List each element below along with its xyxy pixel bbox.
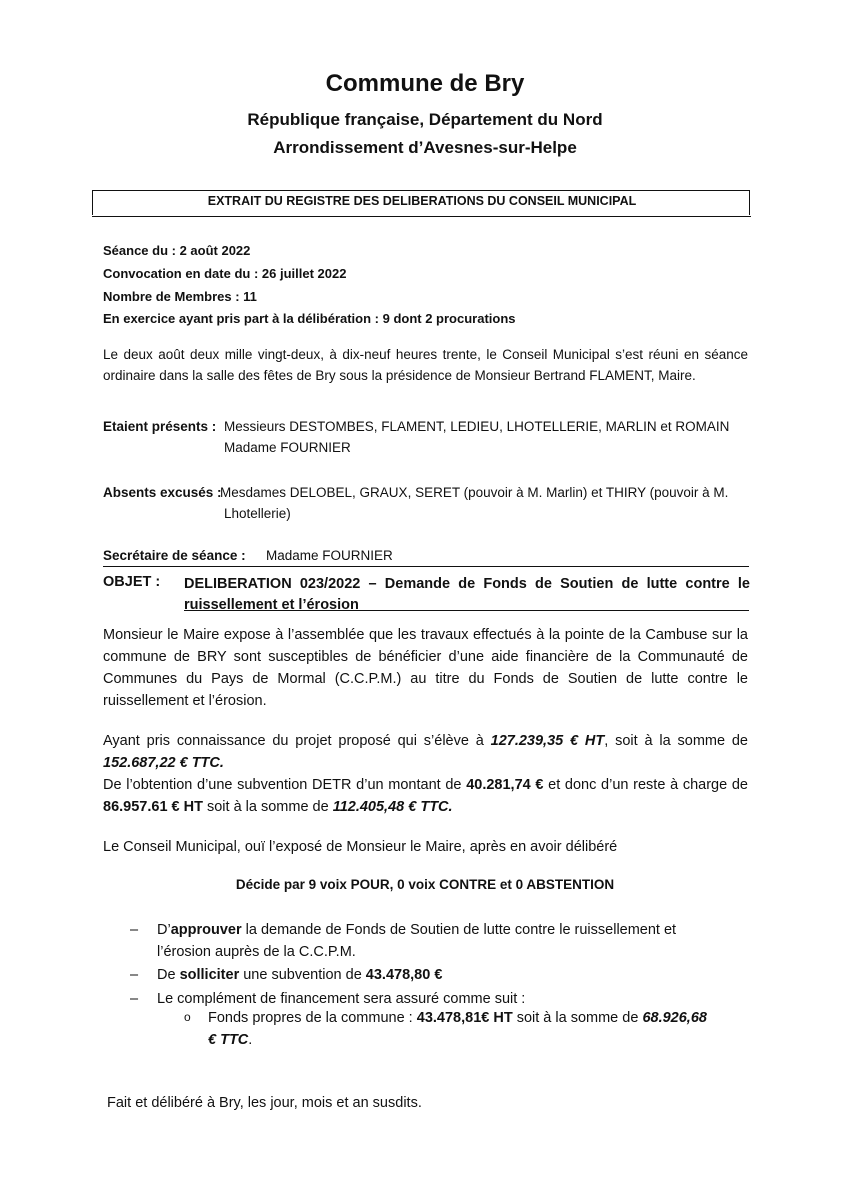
- text-run: De: [157, 967, 180, 983]
- own-funds-ttc-unit: € TTC: [208, 1032, 249, 1048]
- participants: En exercice ayant pris part à la délibération : 9 dont 2 procurations: [103, 311, 516, 326]
- text-run: une subvention de: [239, 967, 366, 983]
- member-count: Nombre de Membres : 11: [103, 289, 257, 304]
- list-item-approve-cont: l’érosion auprès de la C.C.P.M.: [157, 944, 356, 960]
- vote-result: Décide par 9 voix POUR, 0 voix CONTRE et 0 ABSTENTION: [235, 877, 615, 892]
- extract-heading: EXTRAIT DU REGISTRE DES DELIBERATIONS DU CONSEIL MUNICIPAL: [207, 194, 637, 208]
- absent-list-cont: Lhotellerie): [224, 506, 291, 521]
- text-run: soit à la somme de: [512, 1010, 643, 1026]
- council-paragraph: Le Conseil Municipal, ouï l’exposé de Monsieur le Maire, après en avoir délibéré: [103, 839, 618, 855]
- solicit-keyword: solliciter: [179, 967, 240, 983]
- text-run: et donc d’un reste à charge de: [543, 777, 748, 793]
- subsidy-amount: 43.478,80 €: [365, 967, 443, 983]
- objet-rule-bottom: [184, 610, 749, 611]
- text-run: Fonds propres de la commune :: [208, 1010, 417, 1026]
- text-run: la demande de Fonds de Soutien de lutte contre le ruissellement et: [241, 922, 677, 938]
- remaining-ttc: 112.405,48 € TTC.: [332, 799, 453, 815]
- text-run: De l’obtention d’une subvention DETR d’un montant de: [103, 777, 467, 793]
- secretary-label: Secrétaire de séance :: [103, 548, 246, 563]
- amount-ttc: 152.687,22 € TTC.: [103, 755, 224, 771]
- closing-line: Fait et délibéré à Bry, les jour, mois et an susdits.: [107, 1095, 422, 1111]
- sub-item-own-funds: [208, 1007, 749, 1029]
- secretary-name: Madame FOURNIER: [266, 548, 393, 563]
- text-run: Ayant pris connaissance du projet proposé qui s’élève à: [103, 733, 491, 749]
- sub-item-own-funds-cont: [208, 1029, 252, 1051]
- present-label: Etaient présents :: [103, 419, 217, 434]
- convocation-date: Convocation en date du : 26 juillet 2022: [103, 266, 347, 281]
- dash-bullet: –: [130, 922, 139, 938]
- extract-underline: [92, 216, 751, 217]
- seance-date: Séance du : 2 août 2022: [103, 243, 251, 258]
- dash-bullet: –: [130, 991, 139, 1007]
- objet-label: OBJET :: [103, 574, 161, 590]
- detr-amount: 40.281,74 €: [466, 777, 544, 793]
- present-list-cont: Madame FOURNIER: [224, 440, 351, 455]
- list-item-financing: Le complément de financement sera assuré comme suit :: [157, 991, 526, 1007]
- expose-paragraph: Monsieur le Maire expose à l’assemblée que les travaux effectués à la pointe de la Cambuse sur la commune de BRY sont susceptibles de bénéficier d’une aide financière de la Communauté de Communes du Pays de Mormal (C.C.P.M.) au titre du Fonds de Soutien de lutte contre le ruissellement et l’érosion.: [103, 627, 748, 709]
- text-run: , soit à la somme de: [604, 733, 748, 749]
- objet-title: DELIBERATION 023/2022 – Demande de Fonds de Soutien de lutte contre le ruissellement et l’érosion: [184, 576, 750, 613]
- dash-bullet: –: [130, 967, 139, 983]
- subsidy-paragraph: [103, 774, 748, 818]
- subtitle-arrondissement: Arrondissement d’Avesnes-sur-Helpe: [273, 138, 577, 157]
- list-item-solicit: [157, 964, 442, 986]
- text-run: soit à la somme de: [202, 799, 333, 815]
- present-list: Messieurs DESTOMBES, FLAMENT, LEDIEU, LHOTELLERIE, MARLIN et ROMAIN: [224, 419, 730, 434]
- remaining-ht: 86.957.61 € HT: [103, 799, 203, 815]
- circle-bullet: o: [184, 1010, 191, 1024]
- page-title: Commune de Bry: [325, 70, 525, 97]
- subtitle-republique: République française, Département du Nord: [247, 110, 603, 129]
- intro-paragraph: Le deux août deux mille vingt-deux, à dix-neuf heures trente, le Conseil Municipal s’est réuni en séance ordinaire dans la salle des fêtes de Bry sous la présidence de Monsieur Bertrand FLAMENT, Maire.: [103, 347, 748, 383]
- absent-list: Mesdames DELOBEL, GRAUX, SERET (pouvoir à M. Marlin) et THIRY (pouvoir à M.: [220, 485, 729, 500]
- list-item-approve: [157, 919, 749, 941]
- own-funds-ttc: 68.926,68: [642, 1010, 707, 1026]
- approve-keyword: approuver: [170, 922, 242, 938]
- own-funds-ht: 43.478,81€ HT: [416, 1010, 513, 1026]
- text-run: .: [248, 1032, 253, 1048]
- absent-label: Absents excusés :: [103, 485, 222, 500]
- text-run: D’: [157, 922, 171, 938]
- objet-rule-top: [103, 566, 749, 567]
- amount-ht: 127.239,35 € HT: [490, 733, 605, 749]
- project-cost-paragraph: [103, 730, 748, 774]
